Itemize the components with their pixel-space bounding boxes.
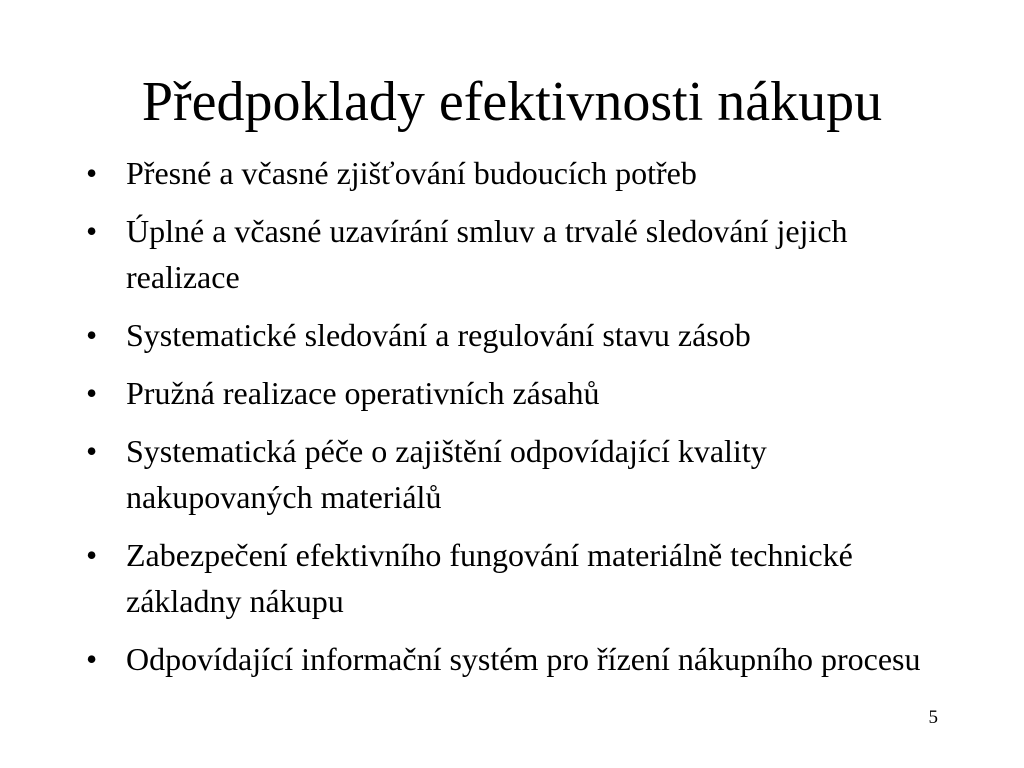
bullet-text: Systematická péče o zajištění odpovídající kvality nakupovaných materiálů [126, 433, 767, 515]
bullet-item [86, 636, 946, 682]
bullet-text: Pružná realizace operativních zásahů [126, 375, 600, 411]
bullet-icon: • [86, 155, 98, 191]
bullet-item [86, 532, 946, 624]
bullet-item [86, 428, 946, 520]
bullet-text: Přesné a včasné zjišťování budoucích potřeb [126, 155, 697, 191]
bullet-icon: • [86, 375, 98, 411]
slide-number: 5 [928, 707, 938, 728]
bullet-text: Zabezpečení efektivního fungování materiálně technické základny nákupu [126, 537, 853, 619]
bullet-icon: • [86, 641, 98, 677]
slide-title: Předpoklady efektivnosti nákupu [141, 71, 883, 133]
bullet-icon: • [86, 317, 98, 353]
bullet-icon: • [86, 213, 98, 249]
bullet-item [86, 208, 946, 300]
bullet-item [86, 150, 946, 196]
bullet-item [86, 370, 946, 416]
bullet-list [86, 150, 946, 694]
bullet-icon: • [86, 433, 98, 469]
bullet-text: Systematické sledování a regulování stavu zásob [126, 317, 751, 353]
bullet-text: Úplné a včasné uzavírání smluv a trvalé sledování jejich realizace [126, 213, 848, 295]
bullet-icon: • [86, 537, 98, 573]
bullet-text: Odpovídající informační systém pro řízení nákupního procesu [126, 641, 921, 677]
bullet-item [86, 312, 946, 358]
